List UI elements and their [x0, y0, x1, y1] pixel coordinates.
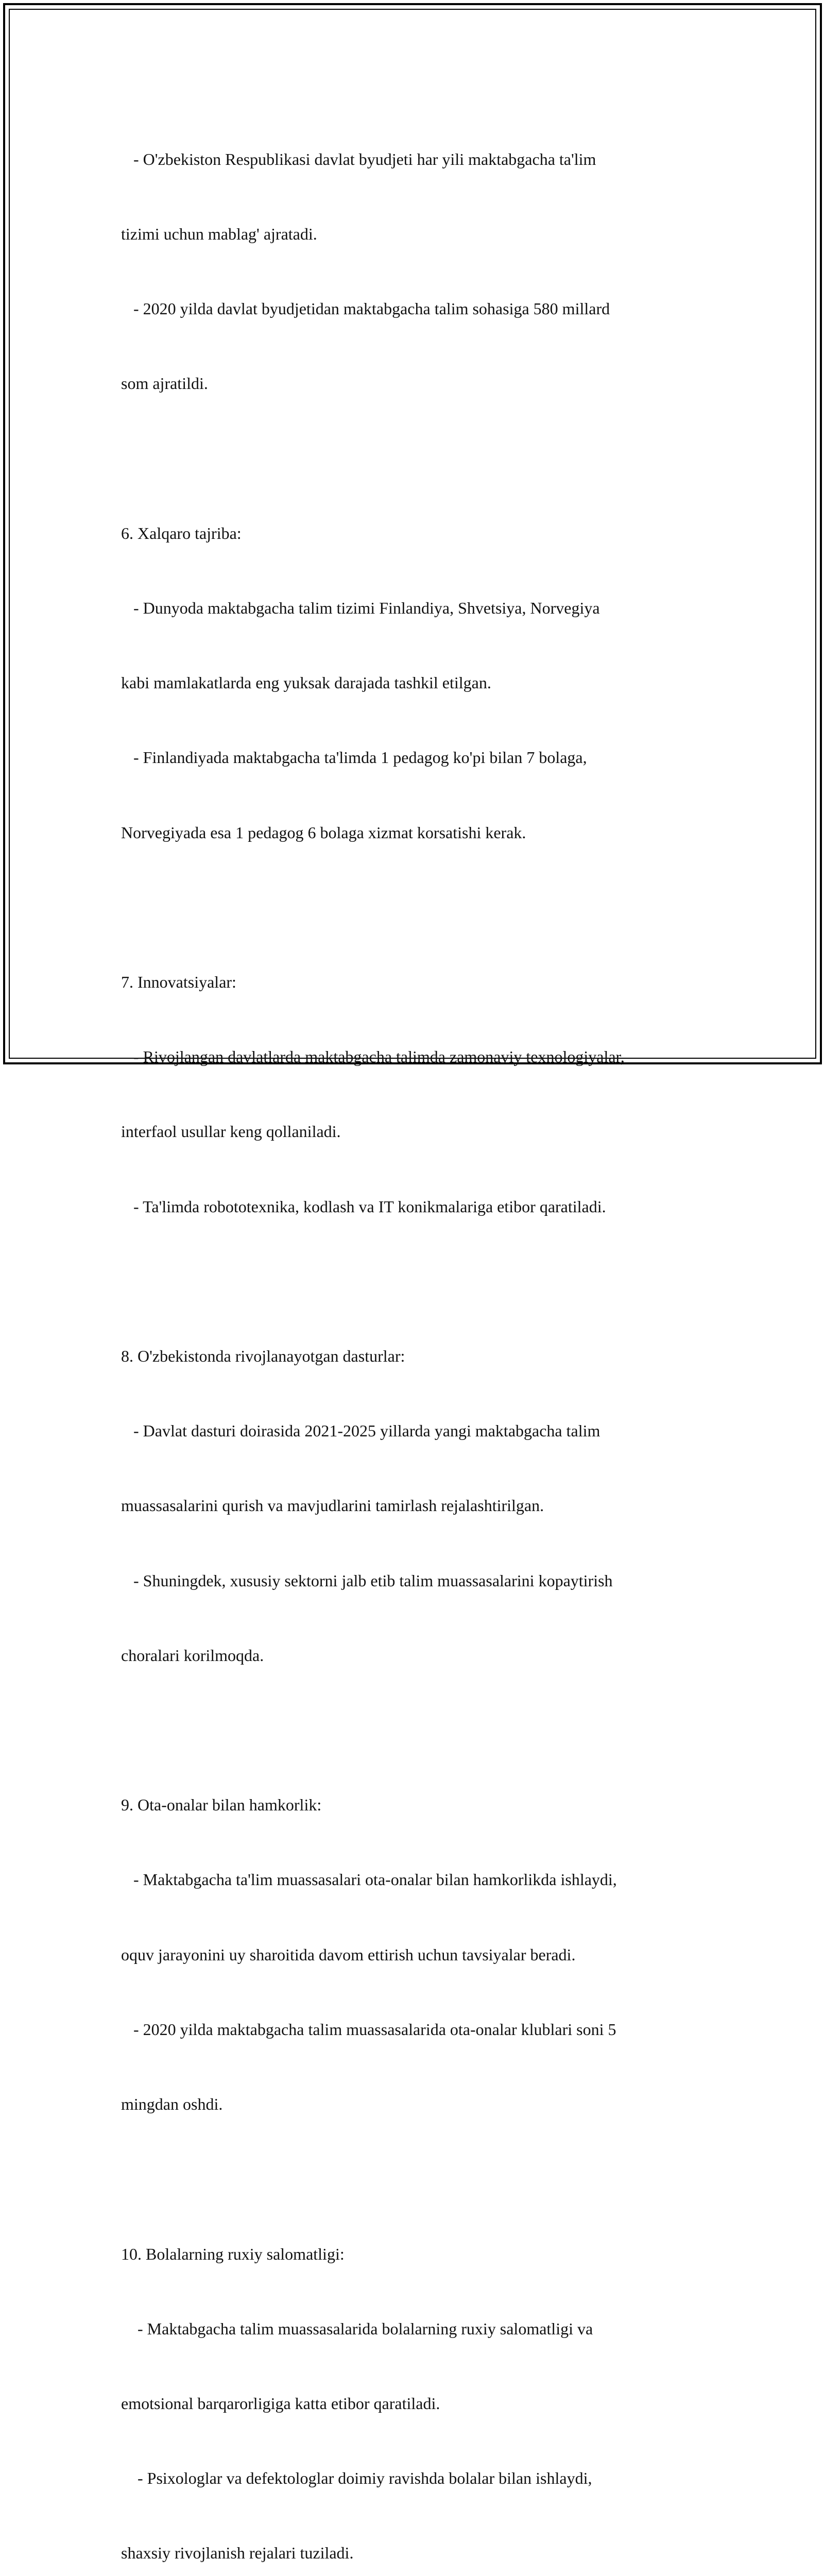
paragraph-line: som ajratildi.: [121, 374, 208, 393]
paragraph-line: choralari korilmoqda.: [121, 1646, 264, 1665]
section-heading-7: 7. Innovatsiyalar:: [121, 973, 236, 992]
paragraph-line: - Finlandiyada maktabgacha ta'limda 1 pedagog ko'pi bilan 7 bolaga,: [121, 748, 587, 767]
paragraph-line: - O'zbekiston Respublikasi davlat byudjeti har yili maktabgacha ta'lim: [121, 149, 596, 168]
blank-line: [121, 895, 729, 920]
section-heading-8: 8. O'zbekistonda rivojlanayotgan dasturlar:: [121, 1347, 405, 1366]
blank-line: [121, 1269, 729, 1294]
paragraph-line: Norvegiyada esa 1 pedagog 6 bolaga xizmat korsatishi kerak.: [121, 823, 526, 842]
paragraph-line: - Shuningdek, xususiy sektorni jalb etib talim muassasalarini kopaytirish: [121, 1571, 613, 1590]
paragraph-line: - 2020 yilda maktabgacha talim muassasalarida ota-onalar klublari soni 5: [121, 2020, 616, 2039]
paragraph-line: emotsional barqarorligiga katta etibor qaratiladi.: [121, 2394, 440, 2413]
paragraph-line: interfaol usullar keng qollaniladi.: [121, 1122, 341, 1141]
paragraph-line: mingdan oshdi.: [121, 2095, 223, 2114]
blank-line: [121, 2166, 729, 2191]
blank-line: [121, 446, 729, 471]
paragraph-line: shaxsiy rivojlanish rejalari tuziladi.: [121, 2544, 354, 2563]
section-heading-9: 9. Ota-onalar bilan hamkorlik:: [121, 1795, 322, 1815]
paragraph-line: tizimi uchun mablag' ajratadi.: [121, 225, 317, 244]
section-heading-6: 6. Xalqaro tajriba:: [121, 523, 242, 543]
section-heading-10: 10. Bolalarning ruxiy salomatligi:: [121, 2244, 345, 2263]
paragraph-line: - Davlat dasturi doirasida 2021-2025 yillarda yangi maktabgacha talim: [121, 1421, 600, 1440]
paragraph-line: - Psixologlar va defektologlar doimiy ravishda bolalar bilan ishlaydi,: [121, 2469, 592, 2488]
paragraph-line: - Rivojlangan davlatlarda maktabgacha talimda zamonaviy texnologiyalar,: [121, 1047, 625, 1066]
paragraph-line: - Dunyoda maktabgacha talim tizimi Finlandiya, Shvetsiya, Norvegiya: [121, 599, 600, 618]
paragraph-line: - Maktabgacha talim muassasalarida bolalarning ruxiy salomatligi va: [121, 2319, 593, 2338]
paragraph-line: muassasalarini qurish va mavjudlarini tamirlash rejalashtirilgan.: [121, 1496, 544, 1515]
paragraph-line: - Ta'limda robototexnika, kodlash va IT konikmalariga etibor qaratiladi.: [121, 1197, 606, 1216]
document-body: [121, 97, 729, 2576]
paragraph-line: - 2020 yilda davlat byudjetidan maktabgacha talim sohasiga 580 millard: [121, 299, 610, 318]
paragraph-line: oquv jarayonini uy sharoitida davom ettirish uchun tavsiyalar beradi.: [121, 1945, 576, 1964]
blank-line: [121, 1718, 729, 1742]
paragraph-line: kabi mamlakatlarda eng yuksak darajada tashkil etilgan.: [121, 673, 491, 692]
paragraph-line: - Maktabgacha ta'lim muassasalari ota-onalar bilan hamkorlikda ishlaydi,: [121, 1870, 617, 1889]
